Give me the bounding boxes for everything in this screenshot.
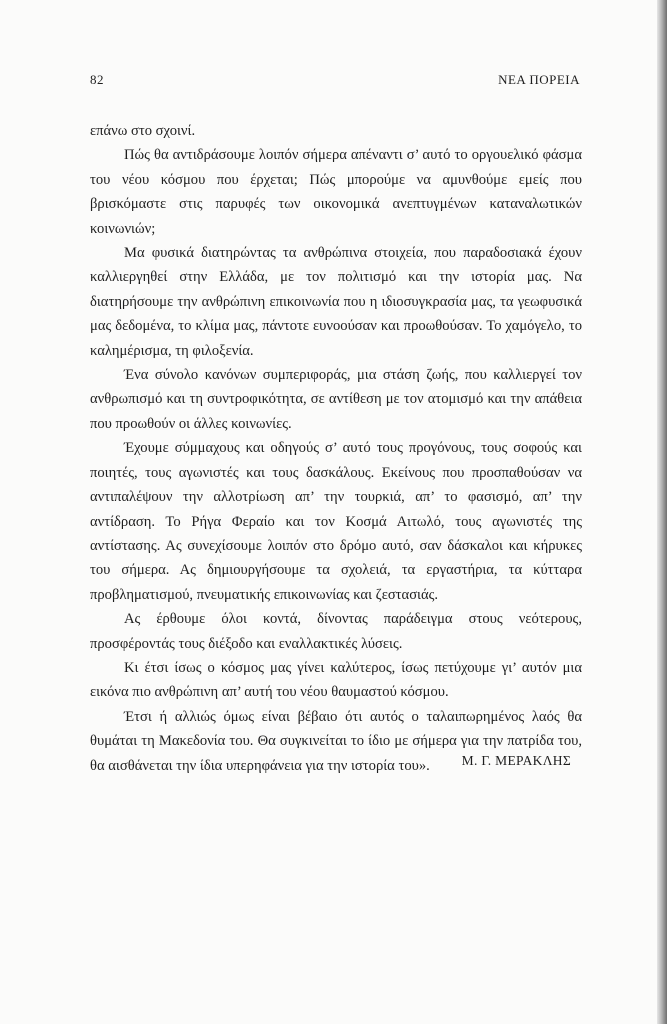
author-signature: Μ. Γ. ΜΕΡΑΚΛΗΣ [461,753,571,768]
page-header [90,72,580,92]
paragraph: Έτσι ή αλλιώς όμως είναι βέβαιο ότι αυτός ο ταλαιπωρημένος λαός θα θυμάται τη Μακεδονία του. Θα συγκινείται το ίδιο με σήμερα για την πατρίδα του, θα αισθάνεται την ίδια υπερηφάνεια για την ιστορία του». [90,708,582,774]
paragraph: Πώς θα αντιδράσουμε λοιπόν σήμερα απέναντι σ’ αυτό το οργουελικό φάσμα του νέου κόσμου που έρχεται; Πώς μπορούμε να αμυνθούμε εμείς που βρισκόμαστε στις παρυφές των οικονομικά ανεπτυγμένων καταναλωτικών κοινωνιών; [90,147,582,237]
body-text [90,119,582,778]
page-edge-shadow [657,0,667,1024]
paragraph: Ας έρθουμε όλοι κοντά, δίνοντας παράδειγμα στους νεότερους, προσφέροντάς τους διέξοδο και εναλλακτικές λύσεις. [90,611,582,652]
running-title: ΝΕΑ ΠΟΡΕΙΑ [498,72,580,87]
page-number: 82 [90,72,104,87]
paragraph: Ένα σύνολο κανόνων συμπεριφοράς, μια στάση ζωής, που καλλιεργεί τον ανθρωπισμό και τη συντροφικότητα, σε αντίθεση με τον ατομισμό και την απάθεια που προωθούν οι άλλες κοινωνίες. [90,367,582,432]
paragraph: Έχουμε σύμμαχους και οδηγούς σ’ αυτό τους προγόνους, τους σοφούς και ποιητές, τους αγωνιστές και τους δασκάλους. Εκείνους που προσπαθούσαν να αντιπαλέψουν την αλλοτρίωση απ’ την τουρκιά, απ’ το φασισμό, απ’ την αντίδραση. Το Ρήγα Φεραίο και τον Κοσμά Αιτωλό, τους αγωνιστές της αντίστασης. Ας συνεχίσουμε λοιπόν στο δρόμο αυτό, σαν δάσκαλοι και κήρυκες του σήμερα. Ας δημιουργήσουμε τα σχολειά, τα εργαστήρια, τα κύτταρα προβληματισμού, πνευματικής επικοινωνίας και ζεστασιάς. [90,440,582,603]
paragraph-continuation: επάνω στο σχοινί. [90,123,196,139]
paragraph: Μα φυσικά διατηρώντας τα ανθρώπινα στοιχεία, που παραδοσιακά έχουν καλλιεργηθεί στην Ελλάδα, με τον πολιτισμό και την ιστορία μας. Να διατηρήσουμε την ανθρώπινη επικοινωνία που η ιδιοσυγκρασία μας, τα γεωφυσικά μας δεδομένα, το κλίμα μας, πάντοτε ευνοούσαν και προωθούσαν. Το χαμόγελο, το καλημέρισμα, τη φιλοξενία. [90,245,582,359]
paragraph: Κι έτσι ίσως ο κόσμος μας γίνει καλύτερος, ίσως πετύχουμε γι’ αυτόν μια εικόνα πιο ανθρώπινη απ’ αυτή του νέου θαυμαστού κόσμου. [90,659,582,701]
